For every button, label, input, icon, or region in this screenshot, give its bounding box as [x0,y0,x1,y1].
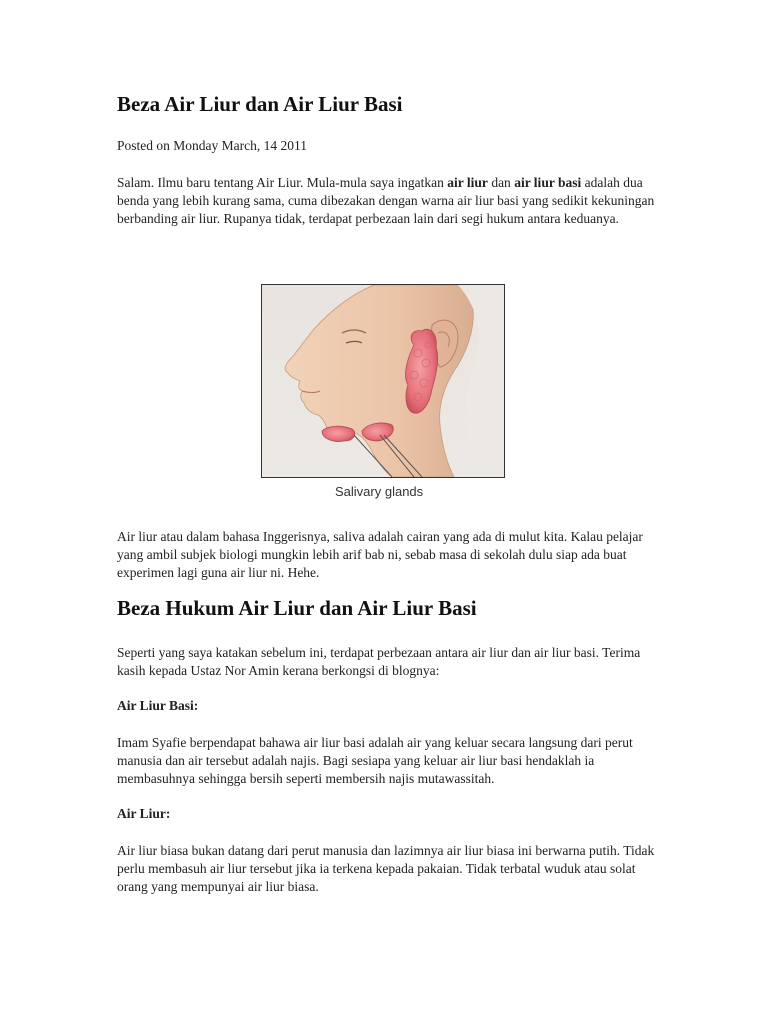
intro-text-2: dan [487,175,515,190]
air-liur-basi-paragraph: Imam Syafie berpendapat bahawa air liur basi adalah air yang keluar secara langsung dari perut manusia dan air tersebut adalah najis. Bagi sesiapa yang keluar air liur basi hendaklah ia membasuhnya sehingga bersih seperti membersih najis mutawassitah. [117,735,633,786]
subheading-air-liur: Air Liur: [117,806,171,821]
subheading-air-liur-basi: Air Liur Basi: [117,698,199,713]
intro-bold-air-liur-basi: air liur basi [514,175,582,190]
intro-text-3: adalah dua benda yang lebih kurang sama, cuma dibezakan dengan warna air liur basi yang sedikit kekuningan berbanding air liur. Rupanya tidak, terdapat perbezaan lain dari segi hukum antara keduanya. [117,175,655,226]
saliva-paragraph: Air liur atau dalam bahasa Inggerisnya, saliva adalah cairan yang ada di mulut kita. Kalau pelajar yang ambil subjek biologi mungkin lebih arif bab ni, sebab masa di sekolah dulu siap ada buat experimen lagi guna air liur ni. Hehe. [117,529,643,580]
article-title: Beza Air Liur dan Air Liur Basi [117,92,403,116]
salivary-glands-illustration [261,284,505,478]
head-illustration [262,285,504,477]
air-liur-paragraph: Air liur biasa bukan datang dari perut manusia dan lazimnya air liur biasa ini berwarna putih. Tidak perlu membasuh air liur tersebut jika ia terkena kepada pakaian. Tidak terbatal wuduk atau solat orang yang mempunyai air liur biasa. [117,843,655,894]
posted-date: Posted on Monday March, 14 2011 [117,138,307,153]
intro-paragraph [117,174,657,228]
difference-paragraph: Seperti yang saya katakan sebelum ini, terdapat perbezaan antara air liur dan air liur basi. Terima kasih kepada Ustaz Nor Amin kerana berkongsi di blognya: [117,645,641,678]
section-heading: Beza Hukum Air Liur dan Air Liur Basi [117,596,477,620]
intro-bold-air-liur: air liur [447,175,488,190]
figure-caption: Salivary glands [335,484,424,499]
intro-text-1: Salam. Ilmu baru tentang Air Liur. Mula-mula saya ingatkan [117,175,448,190]
